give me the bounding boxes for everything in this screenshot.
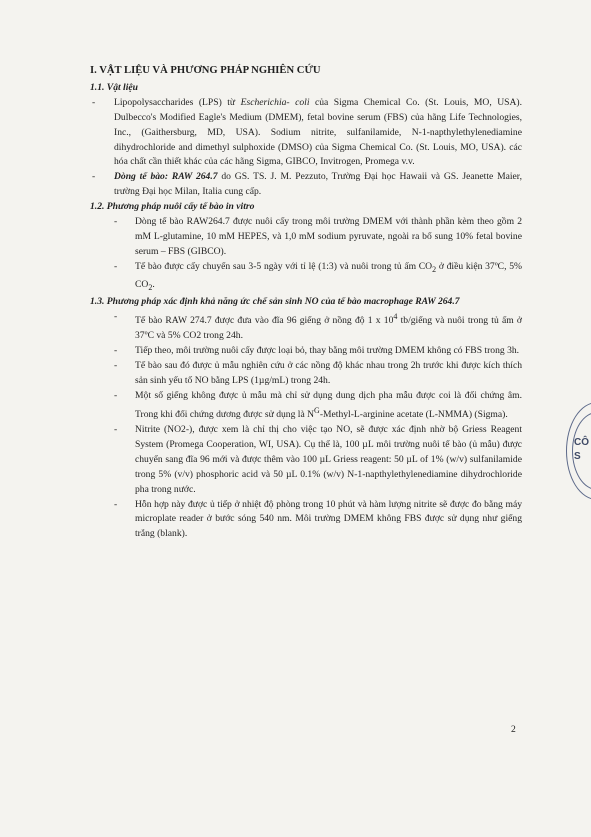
list-item bbox=[90, 96, 522, 171]
superscript: 4 bbox=[393, 312, 398, 322]
stamp-line-1: CÔ bbox=[574, 437, 589, 448]
text-run: -Methyl-L-arginine acetate (L-NMMA) (Sigma). bbox=[319, 409, 508, 421]
species-name: Escherichia- coli bbox=[240, 96, 310, 108]
stamp-line-2: S bbox=[574, 451, 581, 462]
text-run: Tế bào được cấy chuyển sau 3-5 ngày với tỉ lệ (1:3) và nuôi trong tủ ấm CO bbox=[135, 260, 433, 272]
list-item: - Dòng tế bào RAW264.7 được nuôi cấy trong môi trường DMEM với thành phần kèm theo gồm 2 mM L-glutamine, 10 mM HEPES, và 1,0 mM sodium pyruvate, ngoài ra bổ sung 10% fetal bovine serum – FBS (GIBCO). bbox=[90, 215, 522, 260]
list-item bbox=[90, 310, 522, 344]
text-run: Lipopolysaccharides (LPS) từ bbox=[114, 96, 241, 108]
document-body bbox=[90, 64, 522, 542]
list-item: - Nitrite (NO2-), được xem là chỉ thị cho việc tạo NO, sẽ được xác định nhờ bộ Griess Reagent System (Promega Cooperation, WI, USA). Cụ thể là, 100 µL môi trường nuôi tế bào (ủ mẫu) được chuyển sang đĩa 96 mới và được thêm vào 100 µL Griess reagent: 50 µL of 1% (w/v) sulfanilamide trong 5% (v/v) phosphoric acid và 50 µL 0.1% (w/v) N-1-napthylethylenediamine dihydrochloride pha trong nước. bbox=[90, 423, 522, 498]
page-number: 2 bbox=[511, 724, 516, 735]
text-run: ở điều kiện 37ºC, 5% CO bbox=[135, 260, 522, 290]
list-item: - Hỗn hợp này được ủ tiếp ở nhiệt độ phòng trong 10 phút và hàm lượng nitrite sẽ được đo bằng máy microplate reader ở bước sóng 540 nm. Môi trường DMEM không FBS được sử dụng như giếng trắng (blank). bbox=[90, 498, 522, 543]
subsection-title-1-2: 1.2. Phương pháp nuôi cấy tế bào in vitro bbox=[90, 201, 255, 213]
superscript: G bbox=[314, 405, 320, 415]
text-run: do GS. TS. J. M. Pezzuto, Trường Đại học Hawaii và GS. Jeanette Maier, trường Đại học Milan, Italia cung cấp. bbox=[114, 171, 522, 198]
list-item bbox=[90, 170, 522, 200]
subscript: 2 bbox=[148, 282, 153, 292]
list-item: - Tiếp theo, môi trường nuôi cấy được loại bỏ, thay bằng môi trường DMEM không có FBS trong 3h. bbox=[90, 344, 522, 359]
list-item: - Tế bào sau đó được ủ mẫu nghiên cứu ở các nồng độ khác nhau trong 2h trước khi được kích thích sản sinh yếu tố NO bằng LPS (1µg/mL) trong 24h. bbox=[90, 359, 522, 389]
text-run: tb/giếng và nuôi trong tủ ấm ở 37ºC và 5% CO2 trong 24h. bbox=[135, 315, 522, 342]
text-run: . bbox=[152, 278, 155, 290]
list-item bbox=[90, 260, 522, 296]
section-heading: I. VẬT LIỆU VÀ PHƯƠNG PHÁP NGHIÊN CỨU bbox=[90, 65, 321, 76]
text-run: Một số giếng không được ủ mẫu mà chỉ sử dụng dung dịch pha mẫu được coi là đối chứng âm. Trong khi đối chứng dương được sử dụng là N bbox=[135, 390, 522, 421]
text-run: của Sigma Chemical Co. (St. Louis, MO, USA). Dulbecco's Modified Eagle's Medium (DMEM), fetal bovine serum (FBS) của hãng Life Technologies, Inc., (Gaithersburg, MD, USA). Sodium nitrite, sulfanilamide, N-1-napthylethylenediamine dihydrochloride and dimethyl sulphoxide (DMSO) của Sigma Chemical Co. (St. Louis, MO, USA). các hóa chất cần thiết khác của các hãng Sigma, GIBCO, Invitrogen, Promega v.v. bbox=[114, 96, 522, 168]
text-run: Tế bào RAW 274.7 được đưa vào đĩa 96 giếng ở nồng độ 1 x 10 bbox=[135, 315, 394, 327]
list-item bbox=[90, 389, 522, 423]
subsection-title-1-3: 1.3. Phương pháp xác định khả năng ức chế sản sinh NO của tế bào macrophage RAW 264.7 bbox=[90, 296, 460, 308]
stamp-text bbox=[574, 436, 589, 464]
cell-line-label: Dòng tế bào: RAW 264.7 bbox=[114, 171, 218, 183]
subscript: 2 bbox=[432, 264, 437, 274]
subsection-title-1-1: 1.1. Vật liệu bbox=[90, 81, 138, 93]
